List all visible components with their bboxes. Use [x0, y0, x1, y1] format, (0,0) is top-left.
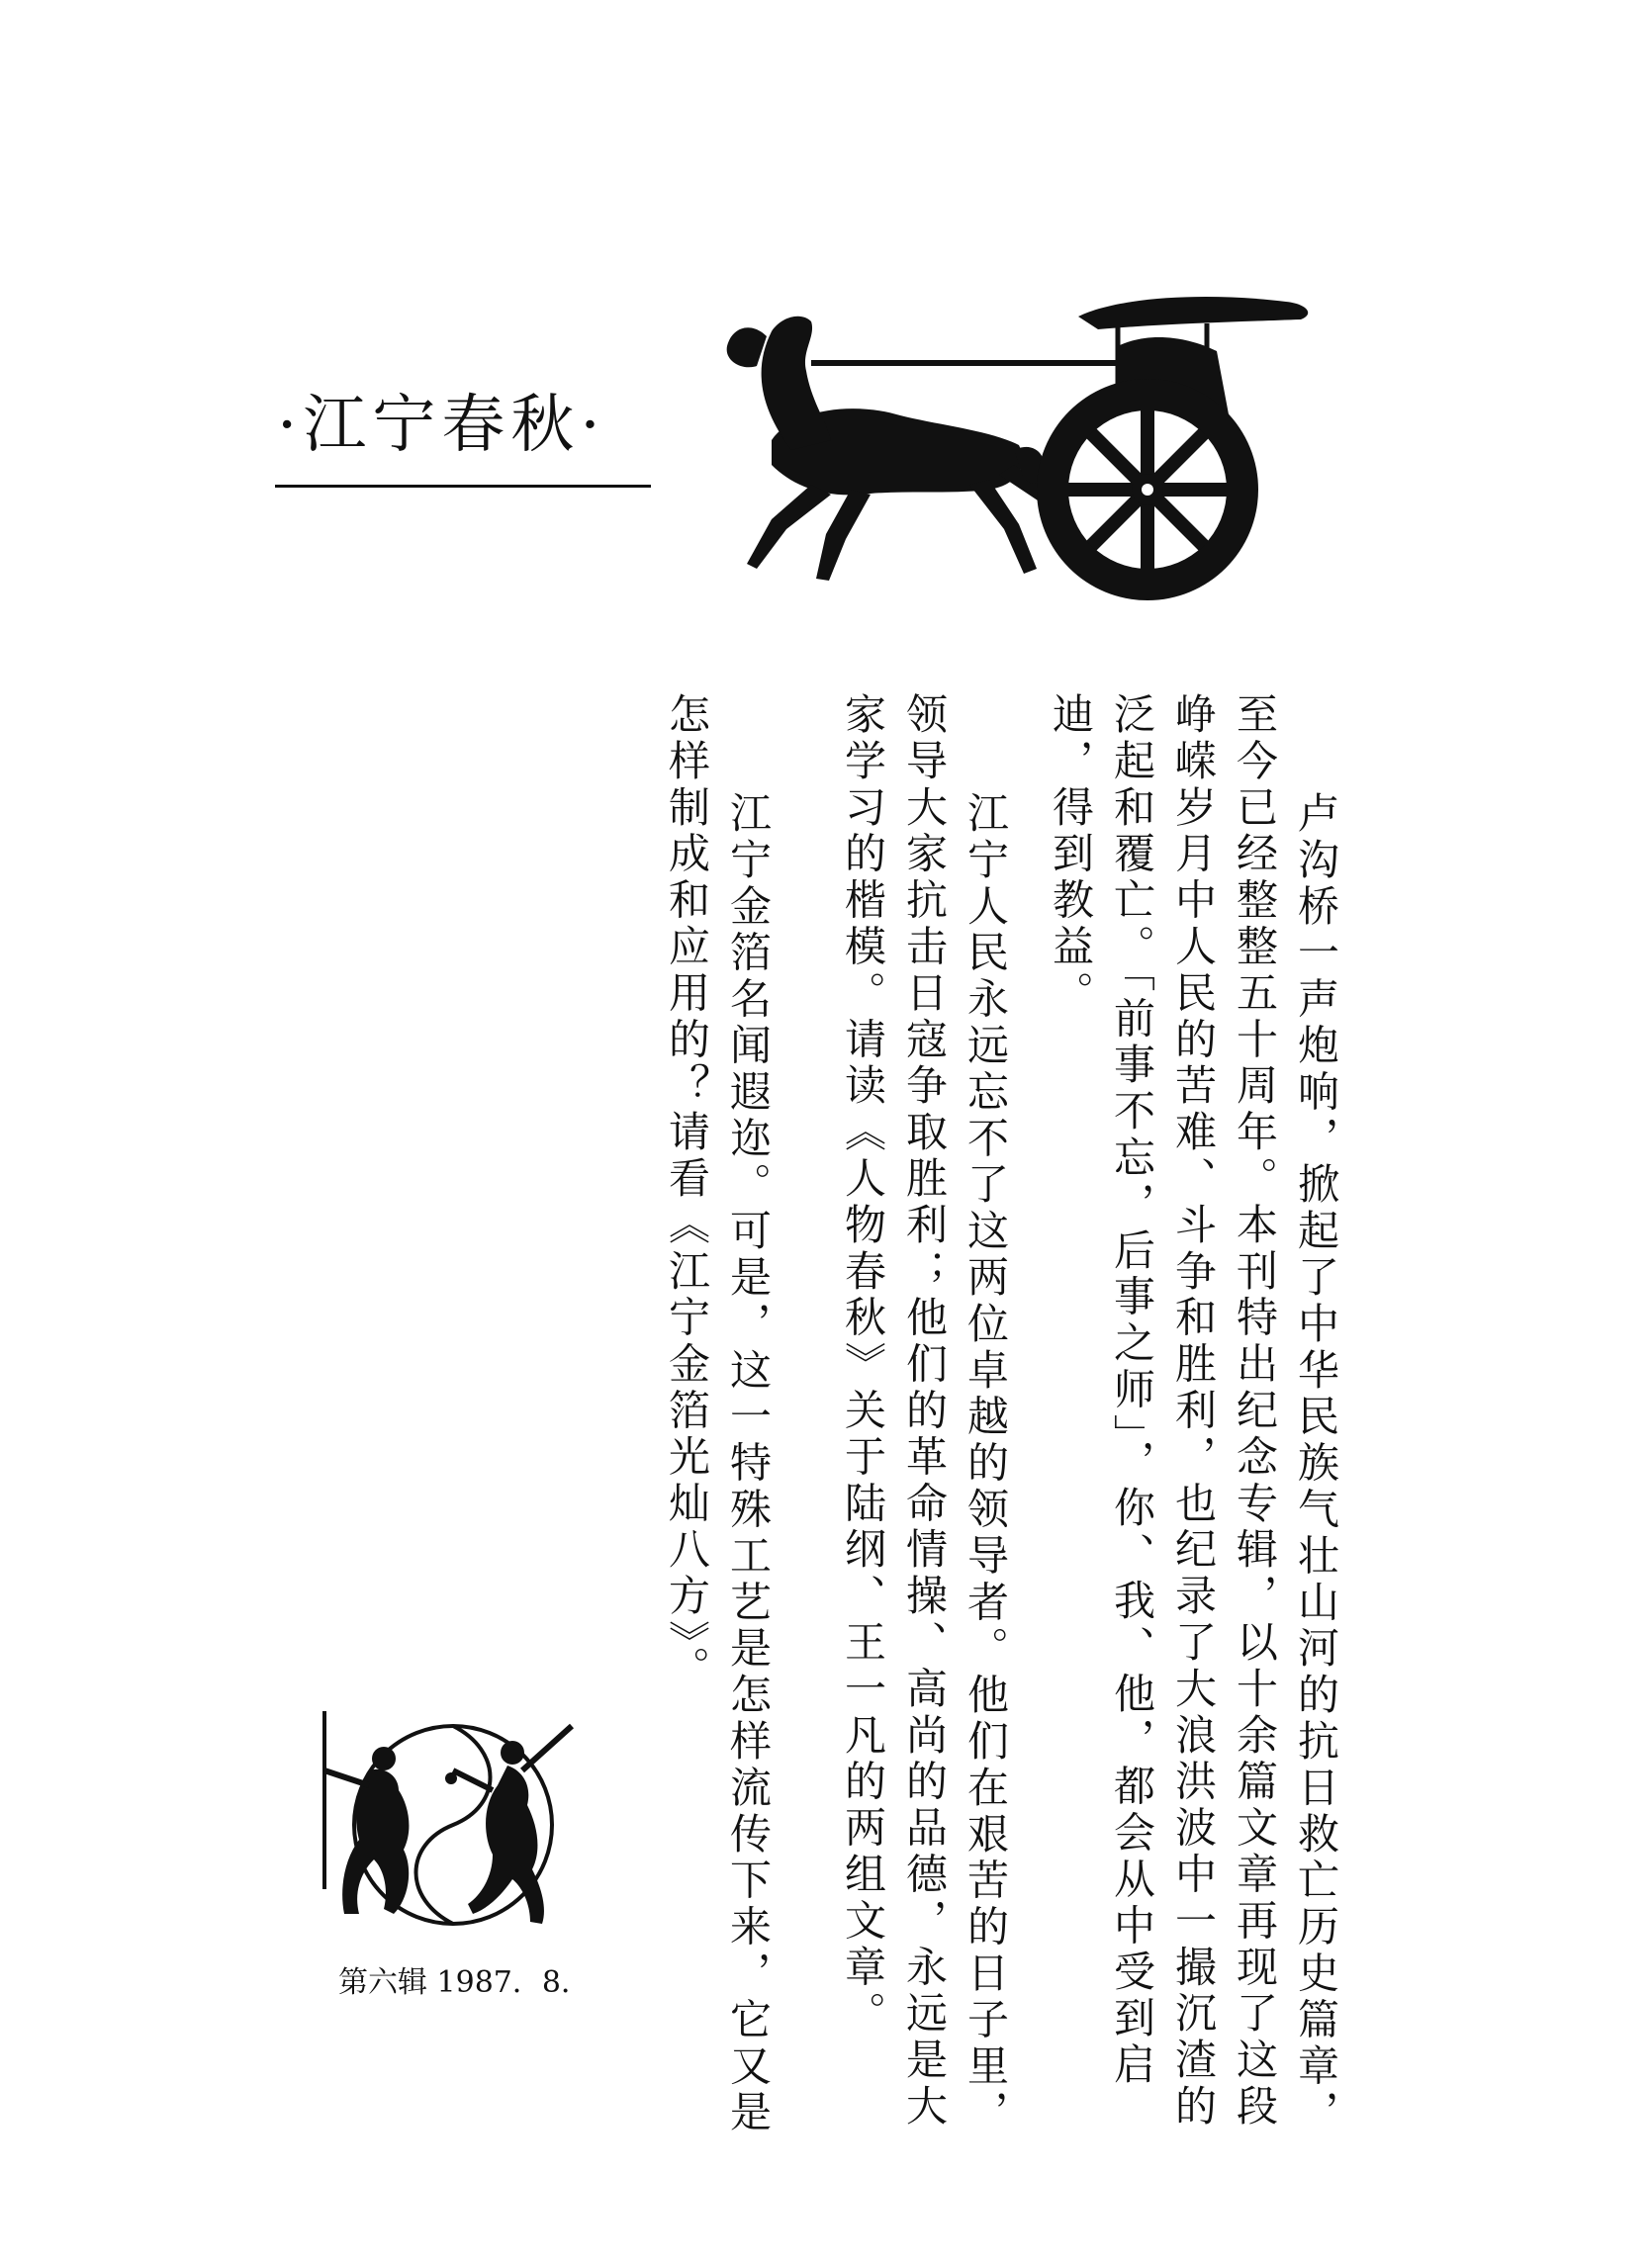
intro-line-8: 家学习的楷模。请读《人物春秋》关于陆纲、王一凡的两组文章。: [839, 692, 887, 2039]
intro-line-3: 峥嵘岁月中人民的苦难、斗争和胜利，也纪录了大浪洪波中一撮沉渣的: [1169, 692, 1218, 2131]
intro-line-6: 江宁人民永远忘不了这两位卓越的领导者。他们在艰苦的日子里，: [962, 791, 1010, 2137]
chariot-illustration: [653, 292, 1335, 618]
intro-line-9: 江宁金箔名闻遐迩。可是，这一特殊工艺是怎样流传下来，它又是: [724, 791, 773, 2137]
intro-line-2: 至今已经整整五十周年。本刊特出纪念专辑，以十余篇文章再现了这段: [1231, 692, 1279, 2131]
dancers-illustration: [315, 1711, 592, 1939]
issue-footer: 第六辑 1987．8．: [338, 1965, 591, 2000]
intro-line-5: 迪，得到教益。: [1047, 692, 1095, 1018]
title-underline: [275, 485, 651, 488]
intro-line-4: 泛起和覆亡。「前事不忘，后事之师」，你、我、他，都会从中受到启: [1108, 692, 1156, 2089]
intro-line-7: 领导大家抗击日寇争取胜利；他们的革命情操、高尚的品德，永远是大: [900, 692, 949, 2131]
intro-line-10: 怎样制成和应用的？请看《江宁金箔光灿八方》。: [663, 692, 711, 1692]
section-title: ·江宁春秋·: [277, 389, 606, 462]
intro-line-1: 卢沟桥一声炮响，掀起了中华民族气壮山河的抗日救亡历史篇章，: [1292, 791, 1340, 2137]
